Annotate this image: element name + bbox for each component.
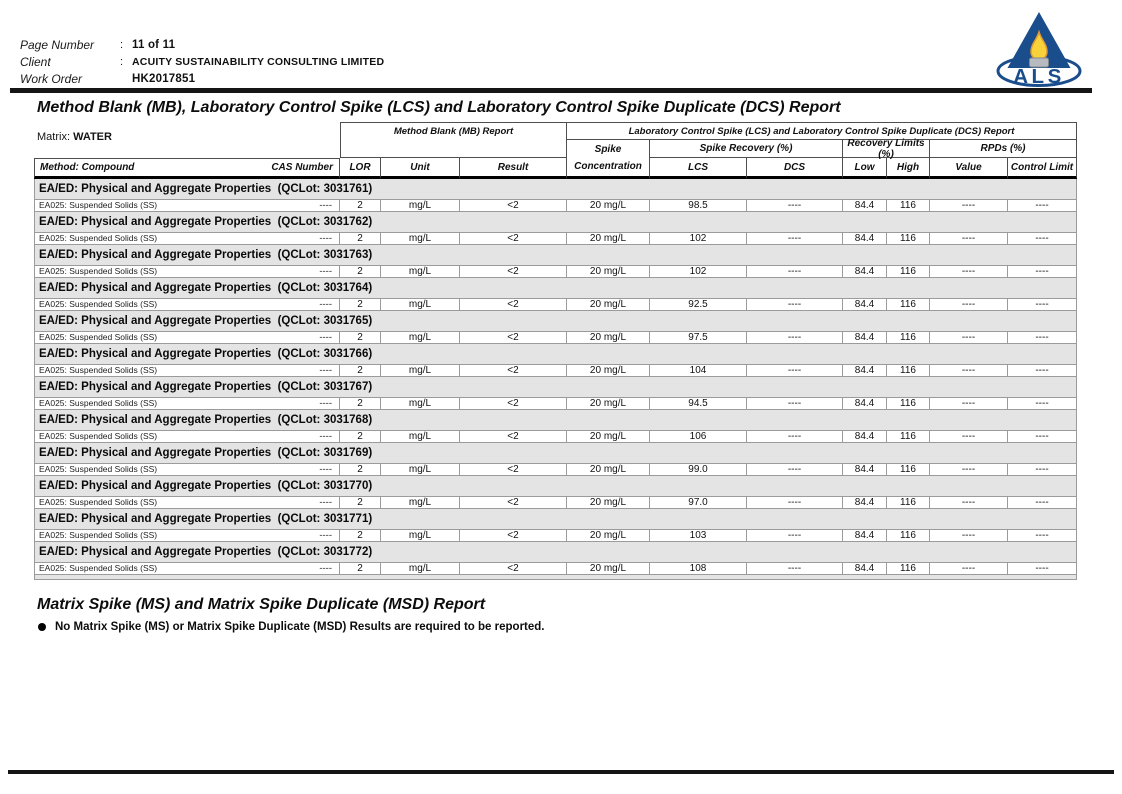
work-order-row [20,70,384,87]
dcs-recovery-cell: ---- [747,298,843,311]
compound-name: EA025: Suspended Solids (SS) [39,332,158,342]
unit-cell: mg/L [381,529,460,542]
unit-cell: mg/L [381,463,460,476]
result-cell: <2 [460,430,567,443]
recovery-high-cell: 116 [887,364,930,377]
spike-concentration-cell: 20 mg/L [567,463,650,476]
spike-concentration-cell: 20 mg/L [567,199,650,212]
spike-concentration-cell: 20 mg/L [567,265,650,278]
rpd-control-limit-cell: ---- [1008,232,1077,245]
dcs-recovery-cell: ---- [747,430,843,443]
spike-concentration-cell: 20 mg/L [567,331,650,344]
qc-group-title: EA/ED: Physical and Aggregate Properties (QCLot: 3031771) [39,513,373,525]
low-header: Low [843,158,887,179]
compound-cell [34,430,340,443]
cas-number-value: ---- [319,497,332,508]
table-blank-cell [34,122,340,158]
lcs-recovery-cell: 103 [650,529,747,542]
lcs-recovery-cell: 102 [650,232,747,245]
ms-msd-note [38,621,545,633]
qc-group-header-row [34,278,1077,298]
recovery-low-cell: 84.4 [843,463,887,476]
qc-group-header-row [34,377,1077,397]
result-cell: <2 [460,397,567,410]
lcs-recovery-cell: 98.5 [650,199,747,212]
recovery-low-cell: 84.4 [843,430,887,443]
dcs-recovery-cell: ---- [747,529,843,542]
lor-header: LOR [340,158,381,179]
recovery-low-cell: 84.4 [843,298,887,311]
page-number-row [20,36,384,53]
cas-number-value: ---- [319,464,332,475]
compound-name: EA025: Suspended Solids (SS) [39,431,158,441]
lor-cell: 2 [340,331,381,344]
unit-cell: mg/L [381,298,460,311]
spike-header-line2: Concentration [574,161,642,172]
compound-name: EA025: Suspended Solids (SS) [39,497,158,507]
result-cell: <2 [460,463,567,476]
qc-group-header-row [34,476,1077,496]
compound-name: EA025: Suspended Solids (SS) [39,563,158,573]
compound-name: EA025: Suspended Solids (SS) [39,365,158,375]
rpd-control-limit-cell: ---- [1008,199,1077,212]
rpd-value-cell: ---- [930,265,1008,278]
compound-cell [34,463,340,476]
result-cell: <2 [460,529,567,542]
cas-number-value: ---- [319,431,332,442]
compound-cell [34,562,340,575]
cas-number-value: ---- [319,200,332,211]
rpds-header: RPDs (%) [930,140,1077,158]
qc-group-title: EA/ED: Physical and Aggregate Properties (QCLot: 3031761) [39,183,373,195]
recovery-low-cell: 84.4 [843,364,887,377]
lor-cell: 2 [340,232,381,245]
spike-concentration-cell: 20 mg/L [567,397,650,410]
page-header [20,36,384,87]
rpd-value-cell: ---- [930,298,1008,311]
dcs-recovery-cell: ---- [747,364,843,377]
qc-group-title: EA/ED: Physical and Aggregate Properties (QCLot: 3031772) [39,546,373,558]
footer-divider [8,770,1114,774]
page-number-label: Page Number [20,37,95,52]
qc-group-header-row [34,311,1077,331]
rpd-value-header: Value [930,158,1008,179]
recovery-high-cell: 116 [887,430,930,443]
rpd-value-cell: ---- [930,496,1008,509]
recovery-high-cell: 116 [887,562,930,575]
recovery-low-cell: 84.4 [843,199,887,212]
cas-number-value: ---- [319,266,332,277]
spike-concentration-cell: 20 mg/L [567,562,650,575]
qc-group-title: EA/ED: Physical and Aggregate Properties (QCLot: 3031764) [39,282,373,294]
recovery-low-cell: 84.4 [843,529,887,542]
lcs-header: LCS [650,158,747,179]
compound-cell [34,298,340,311]
unit-cell: mg/L [381,430,460,443]
qc-group-header-row [34,443,1077,463]
lor-cell: 2 [340,265,381,278]
recovery-low-cell: 84.4 [843,562,887,575]
lor-cell: 2 [340,397,381,410]
unit-cell: mg/L [381,496,460,509]
mb-report-header: Method Blank (MB) Report [340,122,567,158]
qc-group-header-row [34,344,1077,364]
table-footer-band [34,575,1077,580]
qc-group-header-row [34,212,1077,232]
lor-cell: 2 [340,463,381,476]
dcs-recovery-cell: ---- [747,331,843,344]
result-cell: <2 [460,232,567,245]
qc-group-title: EA/ED: Physical and Aggregate Properties (QCLot: 3031765) [39,315,373,327]
page-number-separator: : [120,38,124,51]
rpd-control-limit-cell: ---- [1008,331,1077,344]
client-label: Client [20,54,51,69]
dcs-recovery-cell: ---- [747,562,843,575]
recovery-low-cell: 84.4 [843,265,887,278]
lor-cell: 2 [340,430,381,443]
compound-cell [34,199,340,212]
qc-group-title: EA/ED: Physical and Aggregate Properties (QCLot: 3031769) [39,447,373,459]
dcs-recovery-cell: ---- [747,463,843,476]
cas-number-value: ---- [319,563,332,574]
cas-number-value: ---- [319,233,332,244]
result-cell: <2 [460,331,567,344]
qc-group-title: EA/ED: Physical and Aggregate Properties (QCLot: 3031770) [39,480,373,492]
unit-cell: mg/L [381,199,460,212]
result-cell: <2 [460,298,567,311]
lcs-dcs-report-header: Laboratory Control Spike (LCS) and Laboratory Control Spike Duplicate (DCS) Report [567,122,1077,140]
qc-group-header-row [34,410,1077,430]
recovery-low-cell: 84.4 [843,397,887,410]
dcs-recovery-cell: ---- [747,265,843,278]
cas-number-value: ---- [319,398,332,409]
client-value: ACUITY SUSTAINABILITY CONSULTING LIMITED [132,55,385,68]
qc-group-title: EA/ED: Physical and Aggregate Properties (QCLot: 3031767) [39,381,373,393]
compound-cell [34,331,340,344]
lor-cell: 2 [340,364,381,377]
compound-name: EA025: Suspended Solids (SS) [39,233,158,243]
page-number-value: 11 of 11 [132,38,176,51]
compound-cell [34,496,340,509]
cas-number-value: ---- [319,365,332,376]
lcs-recovery-cell: 97.0 [650,496,747,509]
compound-cell [34,364,340,377]
recovery-high-cell: 116 [887,265,930,278]
rpd-value-cell: ---- [930,232,1008,245]
recovery-low-cell: 84.4 [843,331,887,344]
rpd-control-limit-cell: ---- [1008,430,1077,443]
unit-header: Unit [381,158,460,179]
qc-group-header-row [34,509,1077,529]
result-header: Result [460,158,567,179]
compound-name: EA025: Suspended Solids (SS) [39,266,158,276]
dcs-recovery-cell: ---- [747,496,843,509]
recovery-high-cell: 116 [887,397,930,410]
lcs-recovery-cell: 92.5 [650,298,747,311]
rpd-control-limit-cell: ---- [1008,265,1077,278]
rpd-value-cell: ---- [930,463,1008,476]
cas-number-value: ---- [319,530,332,541]
recovery-high-cell: 116 [887,232,930,245]
dcs-header: DCS [747,158,843,179]
recovery-high-cell: 116 [887,529,930,542]
compound-cell [34,265,340,278]
rpd-value-cell: ---- [930,430,1008,443]
dcs-recovery-cell: ---- [747,232,843,245]
work-order-label: Work Order [20,71,83,86]
qc-group-title: EA/ED: Physical and Aggregate Properties (QCLot: 3031768) [39,414,373,426]
cas-number-value: ---- [319,332,332,343]
rpd-value-cell: ---- [930,364,1008,377]
qc-group-title: EA/ED: Physical and Aggregate Properties (QCLot: 3031766) [39,348,373,360]
recovery-high-cell: 116 [887,199,930,212]
spike-concentration-header [567,140,650,179]
unit-cell: mg/L [381,265,460,278]
rpd-control-limit-cell: ---- [1008,529,1077,542]
result-cell: <2 [460,496,567,509]
dcs-recovery-cell: ---- [747,397,843,410]
compound-cell [34,232,340,245]
compound-name: EA025: Suspended Solids (SS) [39,464,158,474]
mb-lcs-report-title: Method Blank (MB), Laboratory Control Spike (LCS) and Laboratory Control Spike Duplicate (DCS) Report [37,99,841,116]
als-logo-text: ALS [1013,65,1065,88]
lcs-recovery-cell: 97.5 [650,331,747,344]
compound-name: EA025: Suspended Solids (SS) [39,530,158,540]
compound-name: EA025: Suspended Solids (SS) [39,299,158,309]
rpd-control-limit-cell: ---- [1008,496,1077,509]
ms-msd-report-title: Matrix Spike (MS) and Matrix Spike Duplicate (MSD) Report [37,596,486,613]
compound-name: EA025: Suspended Solids (SS) [39,200,158,210]
client-row [20,53,384,70]
rpd-value-cell: ---- [930,562,1008,575]
method-compound-header: Method: Compound [40,162,135,173]
qc-group-title: EA/ED: Physical and Aggregate Properties (QCLot: 3031763) [39,249,373,261]
unit-cell: mg/L [381,364,460,377]
qc-table [34,122,1077,580]
rpd-value-cell: ---- [930,331,1008,344]
lor-cell: 2 [340,529,381,542]
rpd-control-limit-cell: ---- [1008,364,1077,377]
lor-cell: 2 [340,199,381,212]
dcs-recovery-cell: ---- [747,199,843,212]
compound-cell [34,529,340,542]
spike-concentration-cell: 20 mg/L [567,430,650,443]
unit-cell: mg/L [381,562,460,575]
result-cell: <2 [460,562,567,575]
result-cell: <2 [460,364,567,377]
spike-concentration-cell: 20 mg/L [567,232,650,245]
recovery-low-cell: 84.4 [843,496,887,509]
ms-msd-note-text: No Matrix Spike (MS) or Matrix Spike Duplicate (MSD) Results are required to be reported. [55,621,545,633]
recovery-high-cell: 116 [887,496,930,509]
qc-group-header-row [34,179,1077,199]
recovery-low-cell: 84.4 [843,232,887,245]
result-cell: <2 [460,199,567,212]
lcs-recovery-cell: 102 [650,265,747,278]
rpd-control-limit-cell: ---- [1008,463,1077,476]
spike-concentration-cell: 20 mg/L [567,529,650,542]
als-logo [995,11,1083,88]
spike-concentration-cell: 20 mg/L [567,298,650,311]
compound-cas-header [34,158,340,179]
recovery-high-cell: 116 [887,298,930,311]
compound-name: EA025: Suspended Solids (SS) [39,398,158,408]
high-header: High [887,158,930,179]
qc-group-header-row [34,245,1077,265]
unit-cell: mg/L [381,232,460,245]
lcs-recovery-cell: 108 [650,562,747,575]
client-separator: : [120,55,124,68]
lcs-recovery-cell: 106 [650,430,747,443]
recovery-high-cell: 116 [887,463,930,476]
compound-cell [34,397,340,410]
work-order-value: HK2017851 [132,72,196,85]
matrix-value: WATER [73,131,112,143]
spike-header-line1: Spike [594,144,622,155]
lcs-recovery-cell: 104 [650,364,747,377]
bullet-icon [38,623,46,631]
recovery-high-cell: 116 [887,331,930,344]
cas-number-value: ---- [319,299,332,310]
unit-cell: mg/L [381,397,460,410]
rpd-value-cell: ---- [930,529,1008,542]
lcs-recovery-cell: 94.5 [650,397,747,410]
matrix-label: Matrix: [37,131,70,143]
rpd-control-limit-cell: ---- [1008,562,1077,575]
lor-cell: 2 [340,562,381,575]
lcs-recovery-cell: 99.0 [650,463,747,476]
cas-number-header: CAS Number [271,162,333,173]
spike-concentration-cell: 20 mg/L [567,496,650,509]
als-logo-icon [995,11,1083,88]
control-limit-header: Control Limit [1008,158,1077,179]
lor-cell: 2 [340,298,381,311]
lor-cell: 2 [340,496,381,509]
rpd-value-cell: ---- [930,397,1008,410]
rpd-control-limit-cell: ---- [1008,298,1077,311]
rpd-control-limit-cell: ---- [1008,397,1077,410]
qc-group-header-row [34,542,1077,562]
result-cell: <2 [460,265,567,278]
rpd-value-cell: ---- [930,199,1008,212]
spike-recovery-header: Spike Recovery (%) [650,140,843,158]
recovery-limits-header: Recovery Limits (%) [843,140,930,158]
header-divider [10,88,1092,93]
qc-group-title: EA/ED: Physical and Aggregate Properties (QCLot: 3031762) [39,216,373,228]
unit-cell: mg/L [381,331,460,344]
spike-concentration-cell: 20 mg/L [567,364,650,377]
